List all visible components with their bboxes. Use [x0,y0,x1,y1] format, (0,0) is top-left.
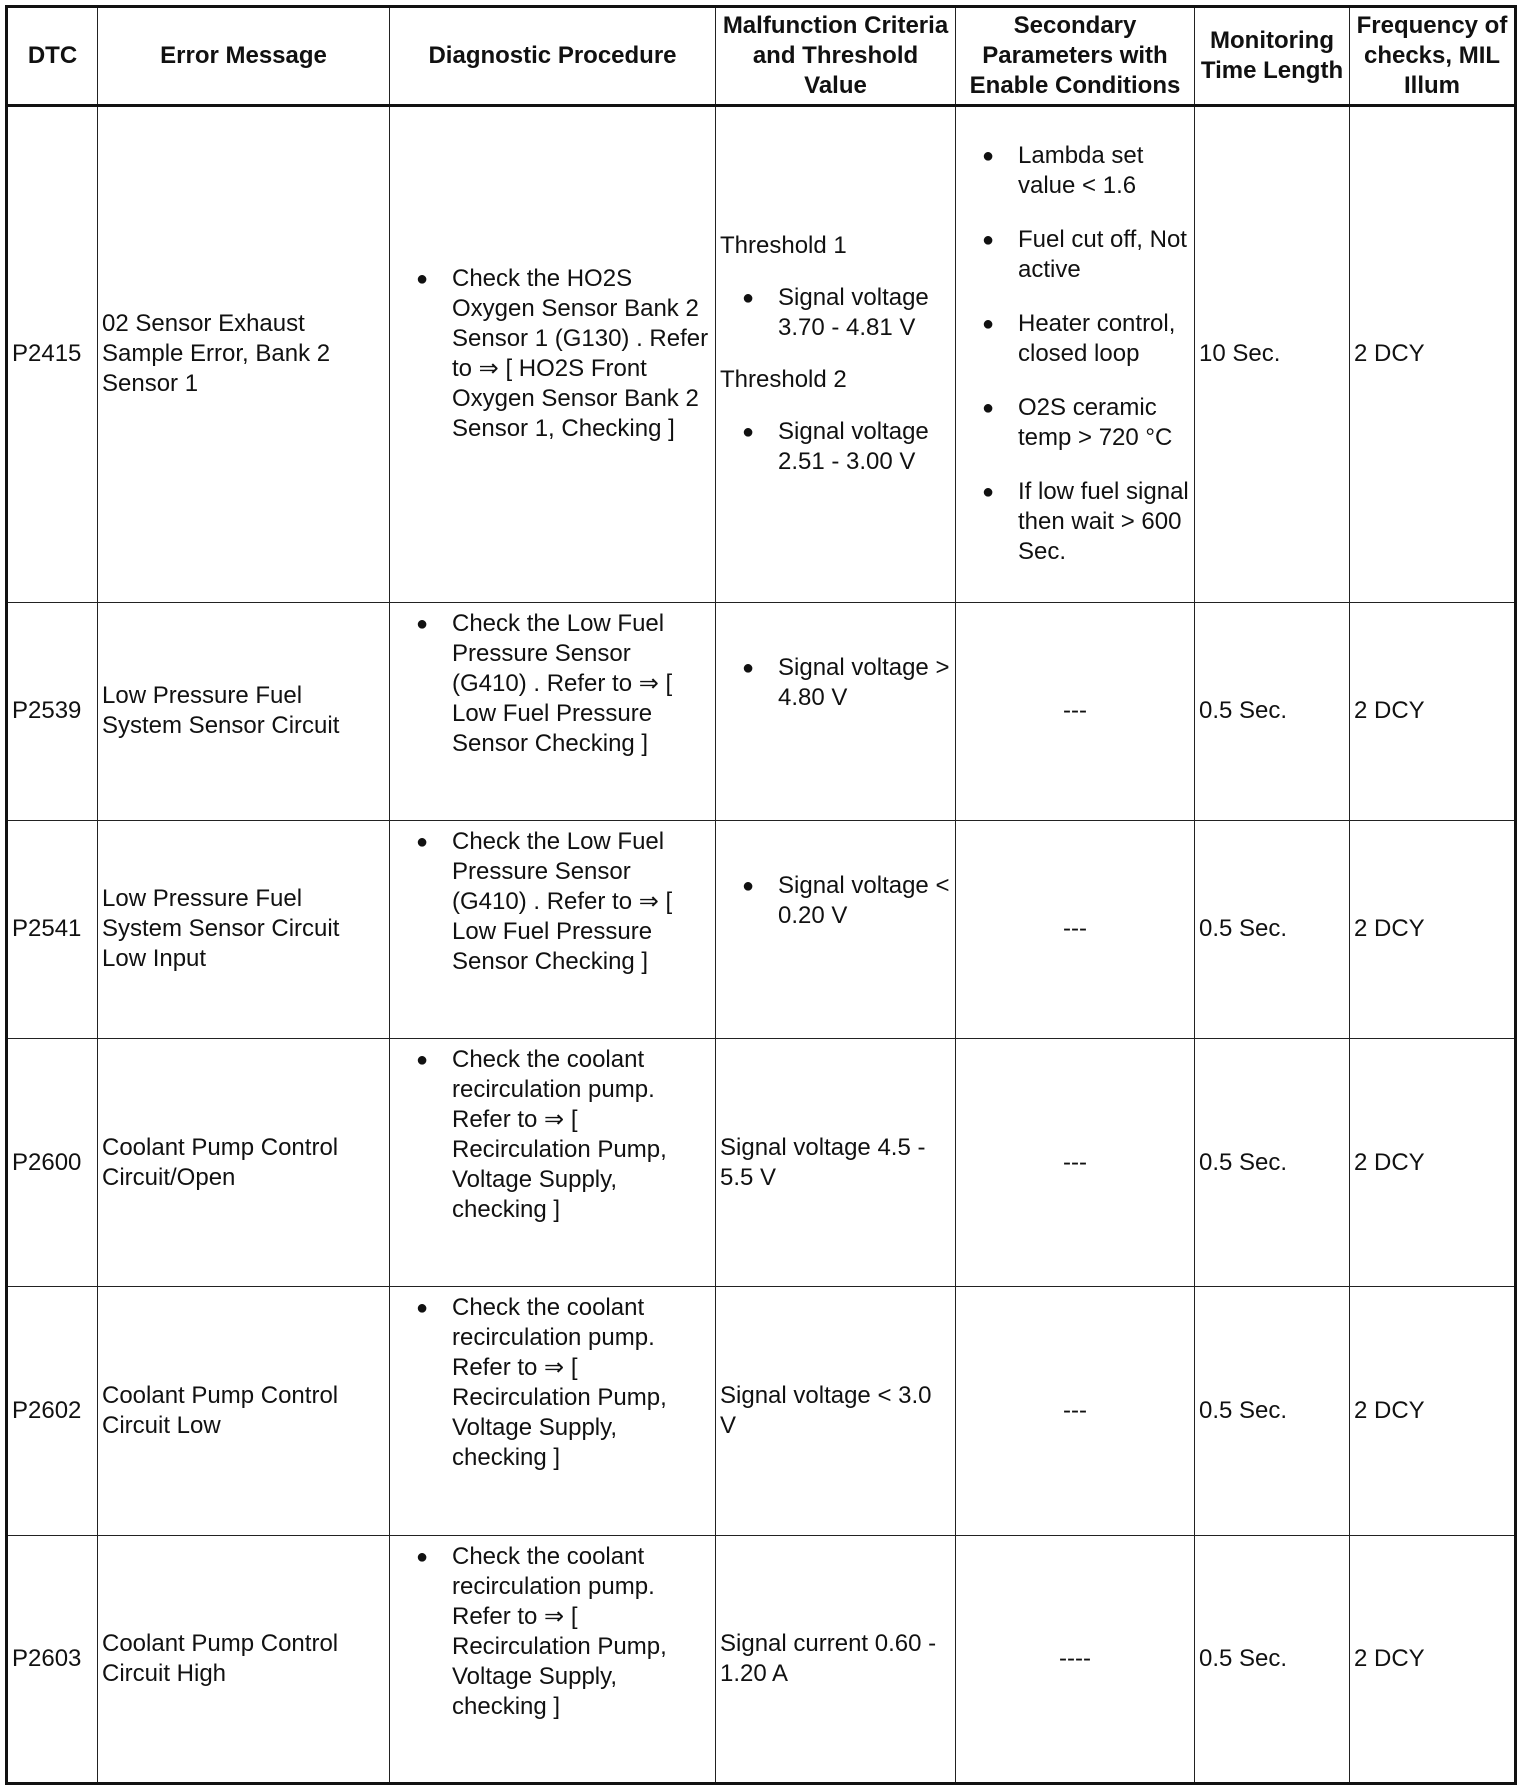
procedure-list [394,264,711,444]
dtc-code: P2603 [7,1535,98,1783]
dtc-table [5,5,1517,1785]
secondary-parameters [956,106,1195,603]
dtc-code: P2539 [7,602,98,820]
monitoring-time: 0.5 Sec. [1195,1039,1350,1287]
malfunction-list [720,653,951,713]
monitoring-time: 0.5 Sec. [1195,820,1350,1038]
diagnostic-procedure [390,820,716,1038]
frequency: 2 DCY [1350,1535,1516,1783]
secondary-parameters: ---- [956,1535,1195,1783]
monitoring-time: 10 Sec. [1195,106,1350,603]
malfunction-item: ● Signal voltage > 4.80 V [720,653,951,713]
procedure-item: ● Check the Low Fuel Pressure Sensor (G410) . Refer to ⇒ [ Low Fuel Pressure Sensor Checking ] [394,609,711,759]
monitoring-time: 0.5 Sec. [1195,1535,1350,1783]
malfunction-item: ● Signal voltage < 0.20 V [720,871,951,931]
frequency: 2 DCY [1350,1287,1516,1535]
error-message: Coolant Pump Control Circuit High [98,1535,390,1783]
frequency: 2 DCY [1350,1039,1516,1287]
header-monitoring-time: Monitoring Time Length [1195,7,1350,106]
procedure-item: ● Check the coolant recirculation pump. Refer to ⇒ [ Recirculation Pump, Voltage Supply, checking ] [394,1045,711,1225]
header-dtc: DTC [7,7,98,106]
table-row [7,820,1516,1038]
secondary-parameters: --- [956,1039,1195,1287]
secondary-parameters: --- [956,820,1195,1038]
error-message: Coolant Pump Control Circuit Low [98,1287,390,1535]
procedure-list [394,1293,711,1473]
secondary-parameters: --- [956,1287,1195,1535]
table-row [7,1287,1516,1535]
threshold-2-list [720,417,951,477]
frequency: 2 DCY [1350,820,1516,1038]
header-error-message: Error Message [98,7,390,106]
monitoring-time: 0.5 Sec. [1195,1287,1350,1535]
dtc-code: P2600 [7,1039,98,1287]
threshold-1 [720,231,951,343]
diagnostic-procedure [390,1039,716,1287]
secondary-item: ● If low fuel signal then wait > 600 Sec. [960,477,1190,567]
malfunction-criteria: Signal current 0.60 - 1.20 A [716,1535,956,1783]
frequency: 2 DCY [1350,106,1516,603]
malfunction-criteria: Signal voltage 4.5 - 5.5 V [716,1039,956,1287]
procedure-list [394,1542,711,1722]
diagnostic-procedure [390,1535,716,1783]
threshold-1-label: Threshold 1 [720,232,847,260]
header-frequency: Frequency of checks, MIL Illum [1350,7,1516,106]
error-message: Coolant Pump Control Circuit/Open [98,1039,390,1287]
procedure-list [394,1045,711,1225]
threshold-1-value: ● Signal voltage 3.70 - 4.81 V [720,283,951,343]
frequency: 2 DCY [1350,602,1516,820]
monitoring-time: 0.5 Sec. [1195,602,1350,820]
table-row [7,602,1516,820]
table-row [7,1535,1516,1783]
secondary-item: ● O2S ceramic temp > 720 °C [960,393,1190,453]
secondary-parameters: --- [956,602,1195,820]
secondary-item: ● Heater control, closed loop [960,309,1190,369]
header-diagnostic-procedure: Diagnostic Procedure [390,7,716,106]
threshold-2-label: Threshold 2 [720,366,847,394]
dtc-code: P2541 [7,820,98,1038]
dtc-code: P2602 [7,1287,98,1535]
header-row [7,7,1516,106]
procedure-item: ● Check the Low Fuel Pressure Sensor (G410) . Refer to ⇒ [ Low Fuel Pressure Sensor Checking ] [394,827,711,977]
threshold-2-value: ● Signal voltage 2.51 - 3.00 V [720,417,951,477]
malfunction-list [720,871,951,931]
header-secondary-parameters: Secondary Parameters with Enable Conditions [956,7,1195,106]
procedure-item: ● Check the coolant recirculation pump. Refer to ⇒ [ Recirculation Pump, Voltage Supply, checking ] [394,1293,711,1473]
malfunction-criteria [716,602,956,820]
diagnostic-procedure [390,106,716,603]
table-row [7,1039,1516,1287]
malfunction-criteria: Signal voltage < 3.0 V [716,1287,956,1535]
diagnostic-procedure [390,1287,716,1535]
procedure-item: ● Check the coolant recirculation pump. Refer to ⇒ [ Recirculation Pump, Voltage Supply, checking ] [394,1542,711,1722]
procedure-list [394,609,711,759]
procedure-item: ● Check the HO2S Oxygen Sensor Bank 2 Sensor 1 (G130) . Refer to ⇒ [ HO2S Front Oxygen Sensor Bank 2 Sensor 1, Checking ] [394,264,711,444]
secondary-list [960,141,1190,567]
malfunction-criteria [716,106,956,603]
secondary-item: ● Fuel cut off, Not active [960,225,1190,285]
secondary-item: ● Lambda set value < 1.6 [960,141,1190,201]
error-message: Low Pressure Fuel System Sensor Circuit [98,602,390,820]
threshold-2 [720,365,951,477]
error-message: 02 Sensor Exhaust Sample Error, Bank 2 Sensor 1 [98,106,390,603]
table-row [7,106,1516,603]
procedure-list [394,827,711,977]
threshold-1-list [720,283,951,343]
error-message: Low Pressure Fuel System Sensor Circuit Low Input [98,820,390,1038]
header-malfunction-criteria: Malfunction Criteria and Threshold Value [716,7,956,106]
diagnostic-procedure [390,602,716,820]
malfunction-criteria [716,820,956,1038]
dtc-code: P2415 [7,106,98,603]
